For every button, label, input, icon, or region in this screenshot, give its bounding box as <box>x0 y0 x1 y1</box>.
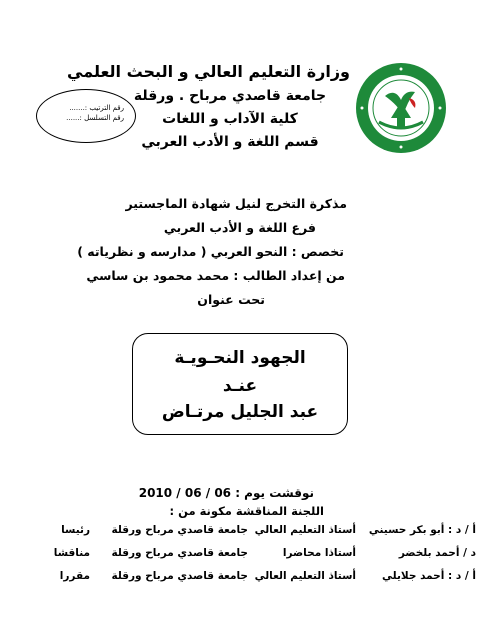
jury-member-institution: جامعة قاصدي مرباح ورقلة <box>111 524 248 536</box>
jury-member-rank: أستاذا محاضرا <box>282 547 356 559</box>
jury-member-rank: أستاذ التعليم العالي <box>254 570 356 582</box>
jury-member-row <box>10 547 476 567</box>
university-seal-icon <box>355 62 447 154</box>
jury-member-role: رئيسا <box>61 524 90 536</box>
jury-member-name: أ / د : أحمد جلايلي <box>382 570 476 582</box>
thesis-title-line-2: عنـد <box>222 376 258 396</box>
ministry-name: وزارة التعليم العالي و البحث العلمي <box>67 62 350 81</box>
ref-order-number: رقم الترتيب :....... <box>69 104 124 112</box>
jury-member-name: د / أحمد بلخضر <box>398 547 476 559</box>
jury-member-institution: جامعة قاصدي مرباح ورقلة <box>111 570 248 582</box>
thesis-title-box <box>132 333 348 435</box>
university-name: جامعة قاصدي مرباح . ورقلة <box>133 88 327 104</box>
jury-member-role: مناقشا <box>53 547 90 559</box>
branch: فرع اللغة و الأدب العربي <box>163 220 316 235</box>
thesis-title-line-3: عبد الجليل مرتـاض <box>161 402 319 422</box>
faculty-name: كلية الآداب و اللغات <box>162 111 298 127</box>
under-title: تحت عنوان <box>197 292 265 307</box>
jury-member-rank: أستاذ التعليم العالي <box>254 524 356 536</box>
department-name: قسم اللغة و الأدب العربي <box>141 134 319 150</box>
jury-member-row <box>10 524 476 544</box>
specialty: تخصص : النحو العربي ( مدارسه و نظرياته ) <box>77 244 344 259</box>
jury-member-row <box>10 570 476 590</box>
jury-member-institution: جامعة قاصدي مرباح ورقلة <box>111 547 248 559</box>
defense-date: نوقشت يوم : 06 / 06 / 2010 <box>138 486 314 500</box>
thesis-title-line-1: الجهود النحـويـة <box>174 348 306 368</box>
student-name: من إعداد الطالب : محمد محمود بن ساسي <box>86 268 345 283</box>
jury-member-role: مقررا <box>59 570 90 582</box>
memo-title: مذكرة التخرج لنيل شهادة الماجستير <box>125 196 347 211</box>
committee-heading: اللجنة المناقشة مكونة من : <box>169 504 324 518</box>
jury-member-name: أ / د : أبو بكر حسيني <box>368 524 476 536</box>
ref-serial-number: رقم التسلسل :...... <box>66 114 124 122</box>
